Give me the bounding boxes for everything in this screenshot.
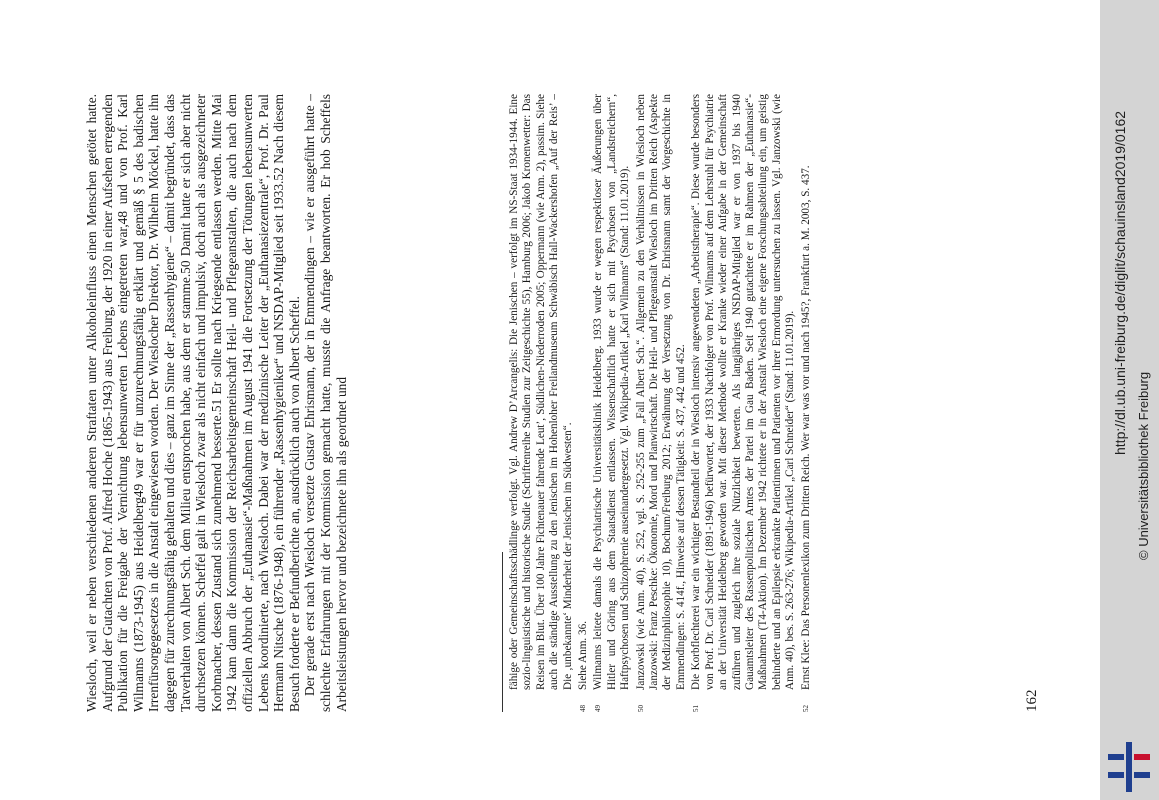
footnote-rule xyxy=(502,552,503,712)
footnote xyxy=(690,94,797,712)
permalink-url[interactable]: http://dl.ub.uni-freiburg.de/diglit/schauinsland2019/0162 xyxy=(1112,110,1128,455)
footnote xyxy=(577,94,590,712)
footnote xyxy=(635,94,689,712)
footnote-text: Siehe Anm. 36. xyxy=(577,621,590,690)
ub-freiburg-logo-icon xyxy=(1104,742,1154,792)
footnote xyxy=(592,94,632,712)
footnote-text: Die Korbflechterei war ein wichtiger Bestandteil der in Wiesloch intensiv angewendeten „Arbeitstherapie“. Diese wurde besonders von Prof. Dr. Carl Schneider (1891-1946) befürwortet, der 1933 Nachfolger von Prof. Wilmanns auf dem Lehrstuhl für Psychiatrie an der Universität Heidelberg geworden war. Mit dieser Methode wollte er Kranke wieder einer Aufgabe in der Gemeinschaft zuführen und zugleich ihre soziale Nützlichkeit bewerten. Als langjähriges NSDAP-Mitglied war er von 1937 bis 1940 Gauamtsleiter des Rassenpolitischen Amtes der Partei im Gau Baden. Seit 1940 gutachtete er im Rahmen der „Euthanasie“-Maßnahmen (T4-Aktion). Im Dezember 1942 richtete er in der Anstalt Wiesloch eine eigene Forschungsabteilung ein, um geistig behinderte und an Epilepsie erkrankte Patientinnen und Patienten vor ihrer Ermordung untersuchen zu lassen. Vgl. Janzowski (wie Anm. 40), bes. S. 263-276; Wikipedia-Artikel „Carl Schneider“ (Stand: 11.01.2019). xyxy=(690,94,797,690)
page-number: 162 xyxy=(1024,689,1040,712)
footnote-text: fähige oder Gemeinschaftsschädlinge verfolgt. Vgl. Andrew D’Arcangelis: Die Jenischen – verfolgt im NS-Staat 1934-1944. Eine sozio-linguistische und historische Studie (Schriftenreihe Studien zur Zeitgeschichte 55), Hamburg 2006; Jakob Kronenwetter: Das Reisen im Blut. Über 100 Jahre Fichtenauer fahrende Leut’, Südlichen-Niederroden 2005; Oppermann (wie Anm. 2), passim. Siehe auch die ständige Ausstellung zu den Jenischen im Hohenloher Freilandmuseum Schwäbisch Hall-Wackershofen „Auf der Reis’ – Die ‚unbekannte‘ Minderheit der Jenischen im Südwesten“. xyxy=(508,94,574,690)
footnote-text: Wilmanns leitete damals die Psychiatrische Universitätsklinik Heidelberg. 1933 wurde er wegen respektloser Äußerungen über Hitler und Göring aus dem Staatsdienst entlassen. Wissenschaftlich hatte er sich mit Psychosen von „Landstreichern“, Haftpsychosen und Schizophrenie auseinandergesetzt. Vgl. Wikipedia-Artikel „Karl Wilmanns“ (Stand: 11.01.2019). xyxy=(592,94,632,690)
copyright-notice: © Universitätsbibliothek Freiburg xyxy=(1136,371,1151,560)
footnote-number: 51 xyxy=(692,705,701,712)
footnote-number: 52 xyxy=(801,705,810,712)
body-text xyxy=(84,94,349,712)
footnote-number: 48 xyxy=(579,705,588,712)
footnote-text: Janzowski (wie Anm. 40), S. 252, vgl. S. 252-255 zum „Fall Albert Sch.“. Allgemein zu den Verhältnissen in Wiesloch neben Janzowski: Franz Peschke: Ökonomie, Mord und Planwirtschaft. Die Heil- und Pflegeanstalt Wiesloch im Dritten Reich (Aspekte der Medizinphilosophie 10), Bochum/Freiburg 2012; Erwähnung der Versetzung von Dr. Ehrismann samt der Vorgeschichte in Emmendingen: S. 414f., Hinweise auf dessen Tätigkeit: S. 437, 442 und 452. xyxy=(634,94,687,690)
footnote xyxy=(800,94,813,712)
footnote xyxy=(508,94,575,712)
footnote-text: Ernst Klee: Das Personenlexikon zum Dritten Reich. Wer war was vor und nach 1945?, Frankfurt a. M. 2003, S. 437. xyxy=(799,165,812,690)
footnote-number: 50 xyxy=(636,705,645,712)
footnote-number: 49 xyxy=(594,705,603,712)
body-paragraph: Der gerade erst nach Wiesloch versetzte Gustav Ehrismann, der in Emmendingen – wie er ausgeführt hatte – schlechte Erfahrungen mit der Kommission gemacht hatte, musste die Anfrage beantworten. Er hob Scheffels Arbeitsleistungen hervor und bezeichnete ihn als geordnet und xyxy=(302,94,349,712)
body-paragraph: Wiesloch, weil er neben verschiedenen anderen Straftaten unter Alkoholeinfluss einen Menschen getötet hatte. Aufgrund der Gutachten von Prof. Alfred Hoche (1865-1943) aus Freiburg, der 1920 in einer Aufsehen erregenden Publikation für die Freigabe der Vernichtung lebensunwerten Lebens eingetreten war,48 und von Prof. Karl Wilmanns (1873-1945) aus Heidelberg49 war er für unzurechnungsfähig erklärt und gemäß § 5 des badischen Irrenfürsorgegesetzes in die Anstalt eingewiesen worden. Der Wieslocher Direktor, Dr. Wilhelm Möckel, hatte ihn dagegen für zurechnungsfähig gehalten und dies – ganz im Sinne der „Rassenhygiene“ – damit begründet, dass das Tatverhalten von Albert Sch. dem Milieu entsprochen habe, aus dem er stamme.50 Damit hatte er sich aber nicht durchsetzen können. Scheffel galt in Wiesloch zwar als nicht einfach und impulsiv, doch auch als ausgezeichneter Korbmacher, dessen Zustand sich zunehmend besserte.51 Er sollte nach Kriegsende entlassen werden. Mitte Mai 1942 kam dann die Kommission der Reichsarbeitsgemeinschaft Heil- und Pflegeanstalten, die auch nach dem offiziellen Abbruch der „Euthanasie“-Maßnahmen im August 1941 die Fortsetzung der Tötungen lebensunwerten Lebens koordinierte, nach Wiesloch. Dabei war der medizinische Leiter der „Euthanasiezentrale“, Prof. Dr. Paul Hermann Nitsche (1876-1948), ein führender „Rassenhygieniker“ und NSDAP-Mitglied seit 1933.52 Nach diesem Besuch forderte er Befundberichte an, ausdrücklich auch von Albert Scheffel. xyxy=(84,94,302,712)
footnotes xyxy=(508,94,815,712)
